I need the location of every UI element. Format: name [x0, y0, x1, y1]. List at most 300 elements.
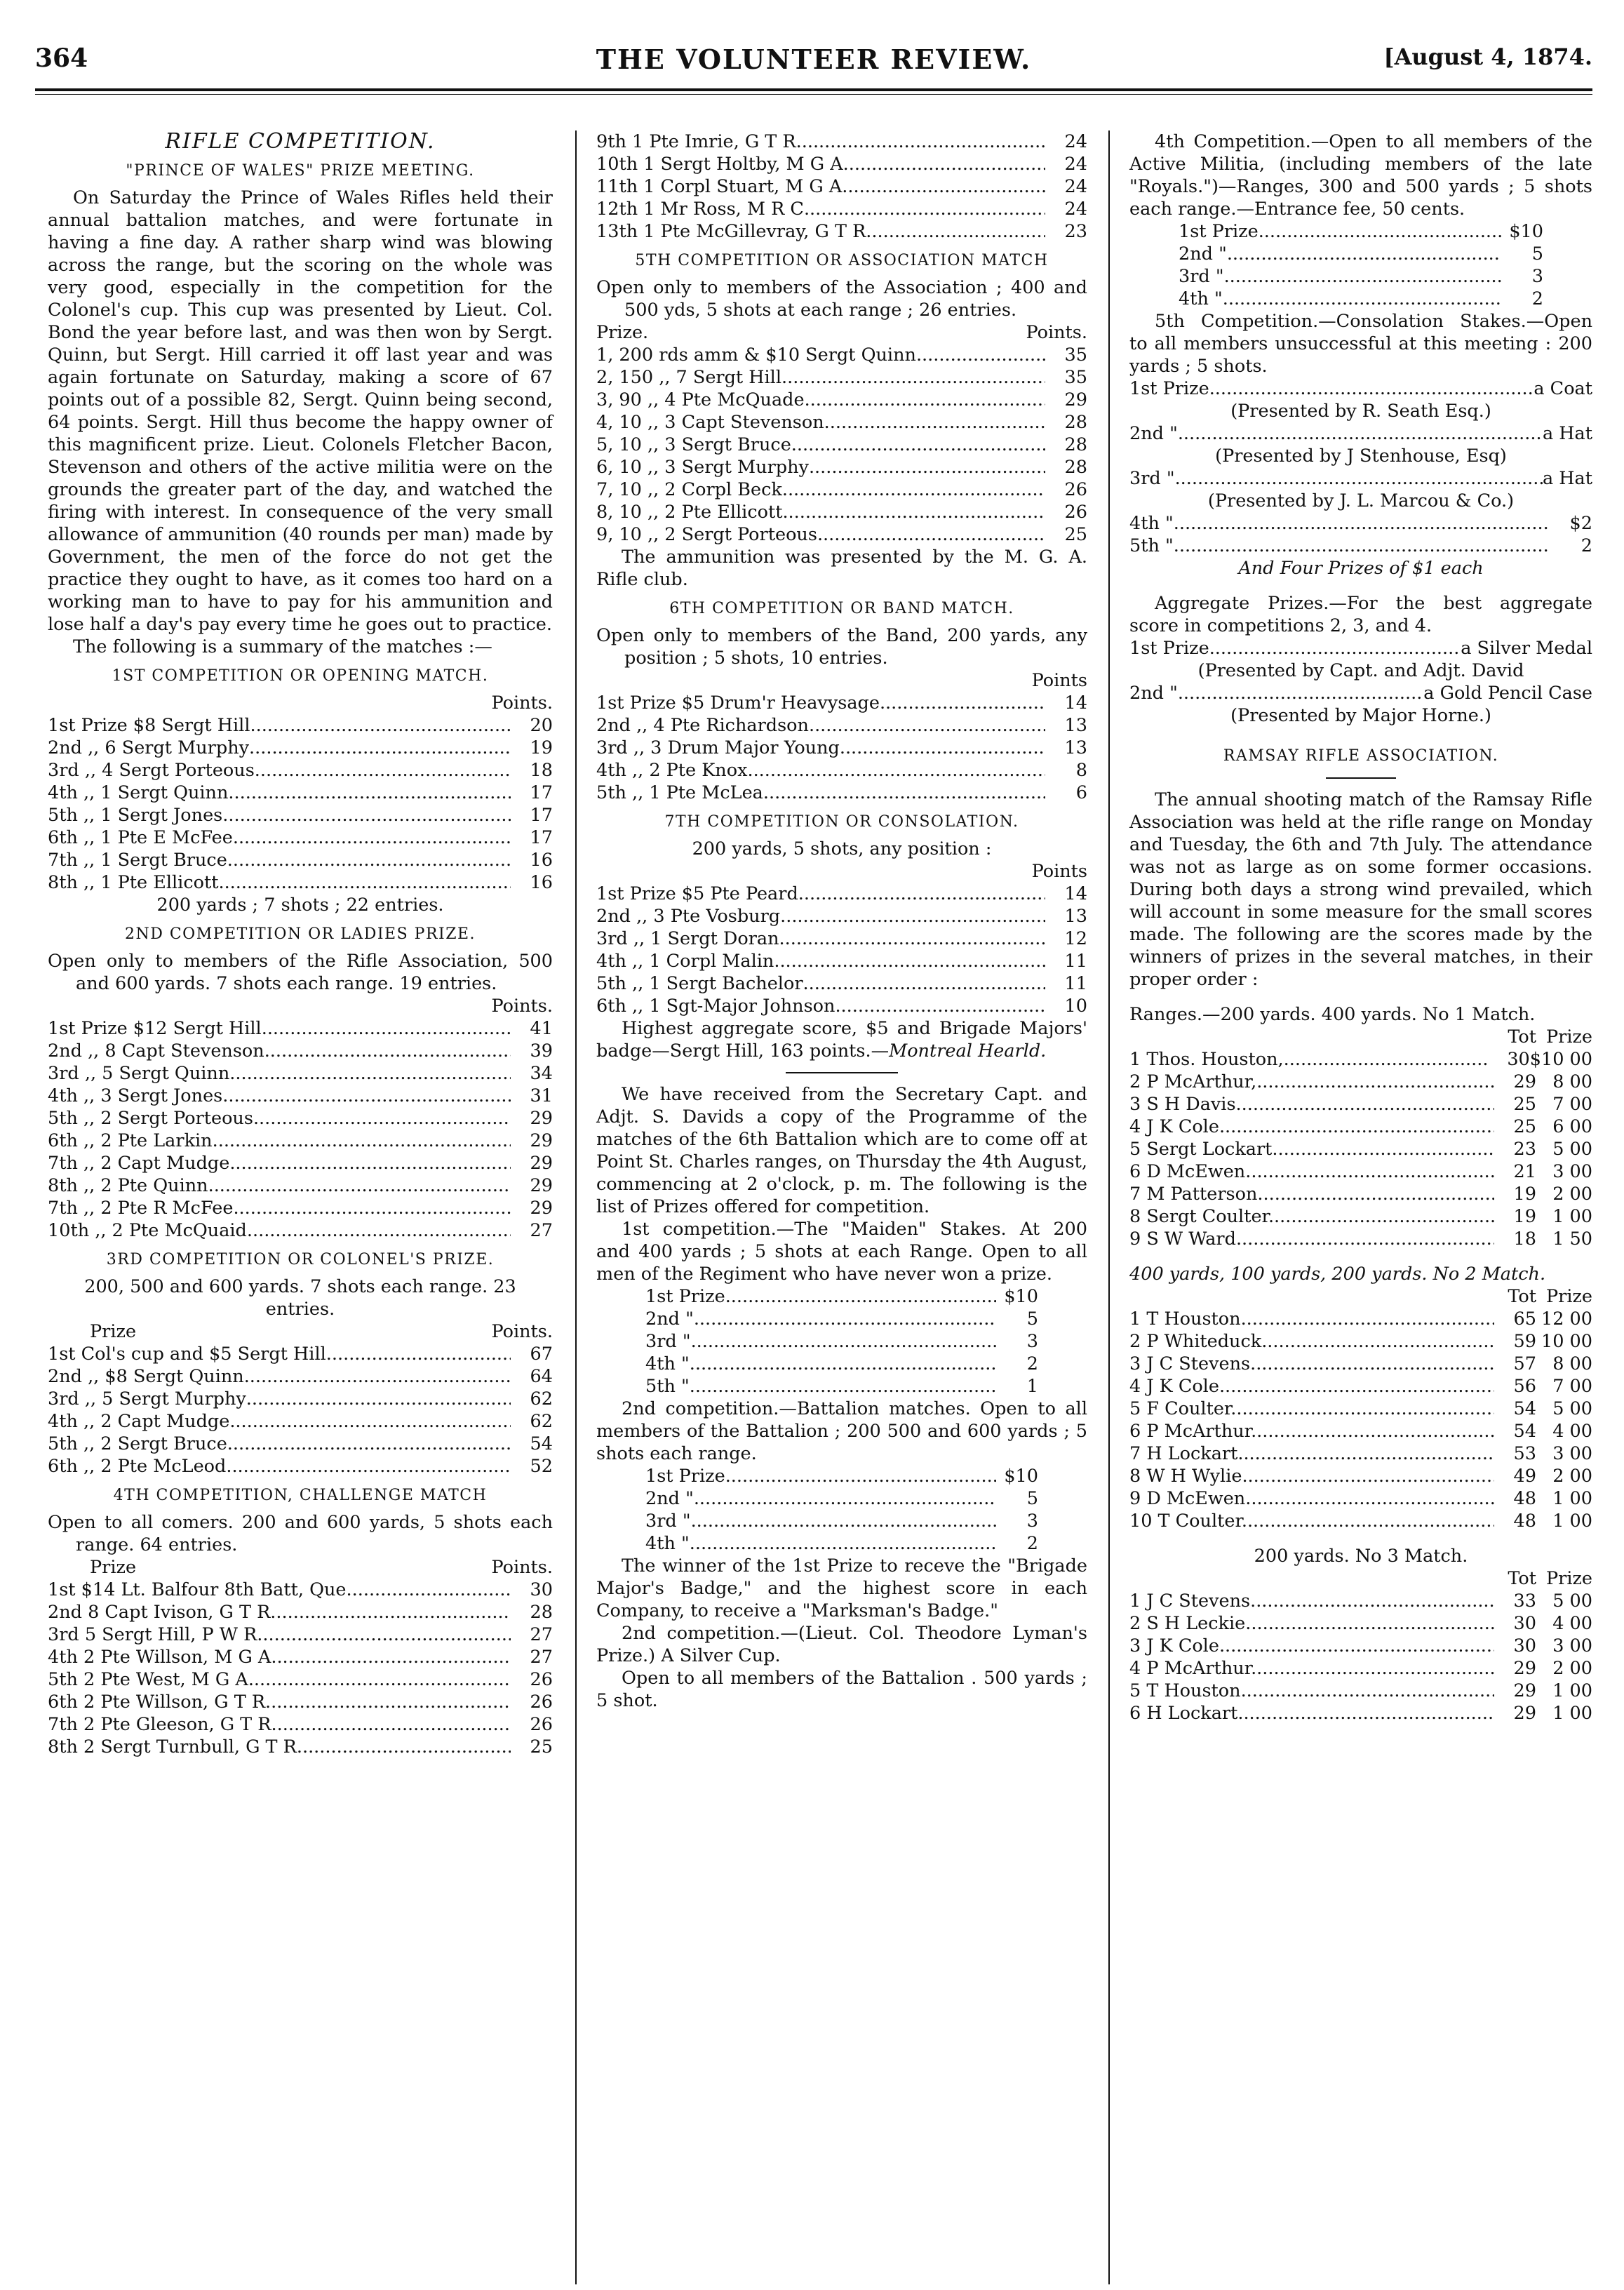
leader-dots [1174, 535, 1550, 557]
tot-label: Tot [1508, 1286, 1536, 1307]
competitor-name: 8 W H Wylie ..... [1129, 1465, 1494, 1487]
comp6-intro: Open only to members of the Band, 200 yards, any position ; 5 shots, 10 entries. [596, 625, 1087, 669]
leader-dots [262, 1017, 511, 1040]
competitor-name: 3 J K Cole ..... [1129, 1635, 1494, 1657]
leader-dots [866, 220, 1045, 243]
table-row [1179, 220, 1543, 243]
table-row [645, 1465, 1038, 1487]
row-label: 3rd ,, 5 Sergt Quinn [48, 1063, 230, 1084]
table-row [1179, 265, 1543, 288]
row-label: 6th ,, 2 Pte Larkin [48, 1130, 213, 1151]
row-value: 6 [1075, 782, 1087, 803]
table-row [596, 995, 1087, 1017]
row-value: 26 [530, 1669, 553, 1690]
leader-dots [250, 714, 511, 737]
row-value: 27 [530, 1624, 553, 1645]
leader-dots [781, 366, 1045, 389]
row-label: 1st Prize $8 Sergt Hill [48, 715, 250, 736]
table-row [645, 1510, 1038, 1532]
competitor-name: 1 J C Stevens ..... [1129, 1590, 1494, 1612]
ramsay-intro: The annual shooting match of the Ramsay Rifle Association was held at the rifle range on Monday and Tuesday, the 6th and 7th July. The attendance was not as large as on some former occasions. During both days a strong wind prevailed, which will account in some measure for the small scores made. The following are the scores made by the winners of prizes in the several matches, in their proper order : [1129, 789, 1592, 990]
row-label: 2nd ,, 6 Sergt Murphy [48, 737, 250, 758]
prize-money: $10 00 [1529, 1049, 1592, 1070]
row-value: 1 [1026, 1376, 1038, 1397]
row-value: $10 [1004, 1466, 1038, 1487]
table-row [596, 366, 1087, 389]
score-row [1129, 1116, 1592, 1138]
article-subtitle: "PRINCE OF WALES" PRIZE MEETING. [126, 162, 475, 180]
comp1-table [48, 714, 553, 894]
match2-scores [1129, 1308, 1592, 1532]
prize-money: 1 00 [1552, 1680, 1592, 1701]
row-label: 1st Prize $5 Drum'r Heavysage [596, 692, 880, 714]
score-row [1129, 1635, 1592, 1657]
prize-money: 1 00 [1552, 1511, 1592, 1532]
row-value: 24 [1064, 154, 1087, 175]
leader-dots [690, 1353, 996, 1375]
comp6-table [596, 692, 1087, 804]
score-row [1129, 1510, 1592, 1532]
row-label: 9th 1 Pte Imrie, G T R [596, 131, 796, 152]
presented-by-line: (Presented by J Stenhouse, Esq) [1215, 446, 1507, 467]
leader-dots [233, 826, 511, 849]
leader-dots [824, 411, 1045, 434]
table-row [596, 389, 1087, 411]
row-value: 31 [530, 1085, 553, 1106]
row-label: 2nd ,, 4 Pte Richardson [596, 715, 809, 736]
points-label: Points. [491, 692, 553, 714]
total-score: 30 [1513, 1635, 1536, 1656]
prize-label: Prize [1545, 1286, 1592, 1307]
leader-dots [264, 1040, 511, 1062]
prize-label: Prize [90, 1321, 137, 1342]
prize-money: 4 00 [1552, 1613, 1592, 1634]
issue-date: [August 4, 1874. [1383, 43, 1592, 70]
table-row [48, 1668, 553, 1691]
tot-label: Tot [1508, 1568, 1536, 1589]
row-label: 5th " [1129, 535, 1174, 556]
row-label: 2nd " [1129, 683, 1178, 704]
leader-dots [248, 1668, 511, 1691]
maiden-prizes [645, 1285, 1038, 1398]
row-label: 4th ,, 3 Sergt Jones [48, 1085, 223, 1106]
prize-money: 3 00 [1552, 1635, 1592, 1656]
comp3-header [48, 1320, 553, 1343]
row-value: $2 [1569, 513, 1592, 534]
row-value: 5 [1026, 1488, 1038, 1509]
row-value: 16 [530, 850, 553, 871]
row-label: 8, 10 ,, 2 Pte Ellicott [596, 502, 783, 523]
comp1-note: 200 yards ; 7 shots ; 22 entries. [156, 895, 444, 916]
competitor-name: 8 Sergt Coulter ..... [1129, 1205, 1494, 1228]
table-row [1129, 422, 1592, 445]
aggregate-prizes: Aggregate Prizes.—For the best aggregate score in competitions 2, 3, and 4. [1129, 593, 1592, 636]
row-label: 5th " [645, 1376, 690, 1397]
row-value: 26 [1064, 502, 1087, 523]
leader-dots [233, 1197, 511, 1219]
table-row [48, 1219, 553, 1242]
prize-money: 1 50 [1552, 1228, 1592, 1250]
header-rule-thin [35, 94, 1592, 95]
leader-dots [253, 1107, 511, 1130]
leader-dots [804, 198, 1045, 220]
leader-dots [1178, 682, 1423, 704]
score-row [1129, 1590, 1592, 1612]
row-value: 26 [1064, 479, 1087, 500]
match3-scores [1129, 1590, 1592, 1725]
row-label: 3rd ,, 3 Drum Major Young [596, 737, 840, 758]
row-label: 4th " [1179, 288, 1223, 309]
row-label: 4th ,, 2 Capt Mudge [48, 1411, 230, 1432]
table-row [1179, 288, 1543, 310]
leader-dots [270, 1601, 511, 1623]
score-row [1129, 1093, 1592, 1116]
row-value: 24 [1064, 176, 1087, 197]
leader-dots [227, 1433, 511, 1455]
row-label: 5th ,, 1 Pte McLea [596, 782, 763, 803]
leader-dots [690, 1532, 996, 1555]
prize-money: 1 00 [1552, 1488, 1592, 1509]
leader-dots [1259, 220, 1501, 243]
row-value: 5 [1531, 243, 1543, 265]
table-row [596, 220, 1087, 243]
row-label: 3rd " [645, 1511, 691, 1532]
leader-dots [255, 759, 511, 782]
table-row [48, 1388, 553, 1410]
row-value: 26 [530, 1692, 553, 1713]
row-label: 3rd ,, 1 Sergt Doran [596, 928, 779, 949]
row-value: a Coat [1534, 378, 1592, 399]
row-label: 1st $14 Lt. Balfour 8th Batt, Que [48, 1579, 347, 1600]
competitor-name: 6 P McArthur ..... [1129, 1420, 1494, 1442]
row-label: 1st Prize $12 Sergt Hill [48, 1018, 262, 1039]
row-label: 2nd ,, 8 Capt Stevenson [48, 1040, 264, 1062]
row-value: a Gold Pencil Case [1423, 683, 1592, 704]
row-value: 18 [530, 760, 553, 781]
row-value: 11 [1064, 951, 1087, 972]
score-header [1129, 1567, 1592, 1590]
row-value: 20 [530, 715, 553, 736]
leader-dots [763, 782, 1045, 804]
comp7-note [596, 1017, 1087, 1062]
competitor-name: 6 H Lockart ..... [1129, 1702, 1494, 1725]
competitor-name: 1 Thos. Houston, ..... [1129, 1048, 1488, 1071]
total-score: 30 [1507, 1049, 1530, 1070]
leader-dots [809, 714, 1045, 737]
comp5-title: 5TH COMPETITION OR ASSOCIATION MATCH [635, 252, 1049, 269]
leader-dots [809, 456, 1045, 478]
row-label: 9, 10 ,, 2 Sergt Porteous [596, 524, 817, 545]
row-label: 3rd " [1129, 468, 1175, 489]
table-row [645, 1532, 1038, 1555]
table-row [645, 1375, 1038, 1398]
tot-label: Tot [1508, 1026, 1536, 1047]
row-label: 6th 2 Pte Willson, G T R [48, 1692, 266, 1713]
column-rule [1108, 130, 1110, 2284]
leader-dots [796, 130, 1045, 153]
comp4-intro: Open to all comers. 200 and 600 yards, 5 shots each range. 64 entries. [48, 1512, 553, 1555]
table-row [48, 804, 553, 826]
table-row [48, 714, 553, 737]
consolation-prizes [1129, 377, 1592, 557]
row-label: 8th ,, 2 Pte Quinn [48, 1175, 208, 1196]
row-value: 2 [1026, 1533, 1038, 1554]
prize-money: 7 00 [1552, 1376, 1592, 1397]
row-label: 7th ,, 2 Capt Mudge [48, 1153, 230, 1174]
column-3 [1129, 130, 1592, 1725]
competitor-name: 2 P McArthur, ..... [1129, 1071, 1494, 1093]
row-value: 35 [1064, 344, 1087, 366]
match2-heading: 400 yards, 100 yards, 200 yards. No 2 Match. [1129, 1264, 1546, 1285]
table-row [48, 826, 553, 849]
row-label: 6th ,, 1 Pte E McFee [48, 827, 233, 848]
row-label: 3rd ,, 4 Sergt Porteous [48, 760, 255, 781]
table-row [645, 1308, 1038, 1330]
presented-by-line: (Presented by Capt. and Adjt. David [1197, 660, 1524, 681]
competitor-name: 4 J K Cole ..... [1129, 1375, 1494, 1398]
leader-dots [880, 692, 1045, 714]
row-label: 3rd " [645, 1331, 691, 1352]
score-row [1129, 1657, 1592, 1680]
row-label: 1st Col's cup and $5 Sergt Hill [48, 1344, 326, 1365]
leader-dots [244, 1365, 511, 1388]
row-value: 2 [1026, 1353, 1038, 1374]
table-row [48, 759, 553, 782]
row-value: 54 [530, 1433, 553, 1454]
row-value: 34 [530, 1063, 553, 1084]
comp7-title: 7TH COMPETITION OR CONSOLATION. [664, 813, 1019, 831]
comp4-header [48, 1556, 553, 1579]
row-value: 17 [530, 827, 553, 848]
row-label: 2nd " [645, 1488, 694, 1509]
row-label: 7th 2 Pte Gleeson, G T R [48, 1714, 271, 1735]
table-row [596, 950, 1087, 972]
row-value: 29 [530, 1198, 553, 1219]
leader-dots [1209, 377, 1534, 400]
leader-dots [843, 153, 1045, 175]
leader-dots [271, 1713, 511, 1736]
row-value: 10 [1064, 996, 1087, 1017]
competitor-name: 7 H Lockart ..... [1129, 1442, 1494, 1465]
row-label: 8th 2 Sergt Turnbull, G T R [48, 1736, 297, 1757]
leader-dots [1224, 265, 1501, 288]
table-row [48, 1062, 553, 1085]
table-row [48, 782, 553, 804]
prize-money: 8 00 [1552, 1353, 1592, 1374]
battalion-prizes [645, 1465, 1038, 1555]
leader-dots [774, 950, 1045, 972]
total-score: 29 [1513, 1680, 1536, 1701]
row-value: 29 [530, 1108, 553, 1129]
table-row [1129, 682, 1592, 704]
source-credit: Montreal Hearld. [889, 1040, 1047, 1062]
row-label: 2nd ,, $8 Sergt Quinn [48, 1366, 244, 1387]
leader-dots [791, 434, 1045, 456]
points-label: Points. [1026, 322, 1087, 343]
row-value: 25 [530, 1736, 553, 1757]
comp6-title: 6TH COMPETITION OR BAND MATCH. [669, 600, 1014, 617]
table-row [596, 905, 1087, 928]
row-value: 24 [1064, 199, 1087, 220]
prize-money: 1 00 [1552, 1703, 1592, 1724]
prize-money: 1 00 [1552, 1206, 1592, 1227]
leader-dots [249, 737, 511, 759]
score-header [1129, 1026, 1592, 1048]
row-label: 5th ,, 2 Sergt Porteous [48, 1108, 253, 1129]
leader-dots [218, 871, 511, 894]
row-label: 4th ,, 2 Pte Knox [596, 760, 748, 781]
leader-dots [222, 1085, 511, 1107]
leader-dots [229, 1062, 511, 1085]
leader-dots [1178, 422, 1543, 445]
leader-dots [805, 389, 1045, 411]
row-label: 2, 150 ,, 7 Sergt Hill [596, 367, 781, 388]
comp5-header [596, 321, 1087, 344]
competitor-name: 3 S H Davis ..... [1129, 1093, 1494, 1116]
row-value: 14 [1064, 692, 1087, 714]
competitor-name: 5 Sergt Lockart ..... [1129, 1138, 1494, 1160]
table-row [596, 344, 1087, 366]
prize-label: Prize [1545, 1026, 1592, 1047]
row-label: 4th " [645, 1533, 690, 1554]
row-label: 2nd " [1179, 243, 1227, 265]
competitor-name: 1 T Houston ..... [1129, 1308, 1494, 1330]
prize-money: 5 00 [1552, 1139, 1592, 1160]
section-divider [1326, 777, 1396, 779]
row-value: 3 [1026, 1331, 1038, 1352]
row-value: 28 [1064, 412, 1087, 433]
leader-dots [798, 883, 1045, 905]
row-value: 25 [1064, 524, 1087, 545]
score-row [1129, 1330, 1592, 1353]
row-value: 28 [530, 1602, 553, 1623]
table-row [596, 501, 1087, 523]
row-label: 5th ,, 1 Sergt Jones [48, 805, 223, 826]
match1-heading: Ranges.—200 yards. 400 yards. No 1 Match. [1129, 1004, 1536, 1025]
row-label: 5th 2 Pte West, M G A [48, 1669, 248, 1690]
leader-dots [779, 928, 1045, 950]
row-label: 12th 1 Mr Ross, M R C [596, 199, 804, 220]
leader-dots [694, 1487, 996, 1510]
row-value: 29 [530, 1130, 553, 1151]
leader-dots [222, 804, 511, 826]
comp4-table [48, 1579, 553, 1758]
leader-dots [1227, 243, 1501, 265]
table-row [48, 1433, 553, 1455]
row-label: 4th 2 Pte Willson, M G A [48, 1647, 271, 1668]
maiden-stakes: 1st competition.—The "Maiden" Stakes. At 200 and 400 yards ; 5 shots at each Range. Open to all men of the Regiment who have never won a prize. [596, 1219, 1087, 1285]
score-row [1129, 1228, 1592, 1250]
row-value: $10 [1004, 1286, 1038, 1307]
leader-dots [229, 1152, 511, 1174]
table-row [48, 1343, 553, 1365]
table-row [596, 434, 1087, 456]
row-label: 3, 90 ,, 4 Pte McQuade [596, 389, 805, 410]
total-score: 29 [1513, 1658, 1536, 1679]
table-row [48, 1691, 553, 1713]
row-value: 30 [530, 1579, 553, 1600]
prize-money: 10 00 [1541, 1331, 1592, 1352]
comp7-table [596, 883, 1087, 1017]
row-value: 3 [1531, 266, 1543, 287]
row-label: 11th 1 Corpl Stuart, M G A [596, 176, 843, 197]
score-row [1129, 1465, 1592, 1487]
leader-dots [782, 478, 1045, 501]
table-row [596, 456, 1087, 478]
row-label: 13th 1 Pte McGillevray, G T R [596, 221, 866, 242]
score-row [1129, 1308, 1592, 1330]
table-row [645, 1285, 1038, 1308]
column-2 [596, 130, 1087, 1712]
comp5-intro: Open only to members of the Association ; 400 and 500 yds, 5 shots at each range ; 26 entries. [596, 277, 1087, 321]
battalion-matches: 2nd competition.—Battalion matches. Open to all members of the Battalion ; 200 500 and 600 yards ; 5 shots each range. [596, 1398, 1087, 1464]
score-row [1129, 1160, 1592, 1183]
prize-money: 5 00 [1552, 1591, 1592, 1612]
prize-label: Prize. [596, 322, 649, 343]
competitor-name: 4 P McArthur ..... [1129, 1657, 1494, 1680]
row-label: 2nd ,, 3 Pte Vosburg [596, 906, 781, 927]
leader-dots [246, 1388, 511, 1410]
leader-dots [1175, 467, 1543, 490]
leader-dots [817, 523, 1045, 546]
row-label: 6th ,, 2 Pte McLeod [48, 1456, 227, 1477]
aggregate-prizes-list [1129, 637, 1592, 727]
row-value: 26 [530, 1714, 553, 1735]
points-label: Points. [491, 996, 553, 1017]
row-value: 13 [1064, 715, 1087, 736]
table-row [48, 1646, 553, 1668]
prize-money: 2 00 [1552, 1466, 1592, 1487]
competitor-name: 5 T Houston ..... [1129, 1680, 1494, 1702]
row-value: a Silver Medal [1461, 638, 1592, 659]
row-label: 6th ,, 1 Sgt-Major Johnson [596, 996, 836, 1017]
table-row [1129, 637, 1592, 659]
total-score: 56 [1513, 1376, 1536, 1397]
row-value: 8 [1075, 760, 1087, 781]
table-row [48, 1455, 553, 1478]
leader-dots [694, 1308, 996, 1330]
comp1-title: 1ST COMPETITION OR OPENING MATCH. [112, 667, 489, 685]
row-label: 5th ,, 2 Sergt Bruce [48, 1433, 227, 1454]
row-value: 28 [1064, 434, 1087, 455]
prize-money: 7 00 [1552, 1094, 1592, 1115]
points-label: Points. [491, 1557, 553, 1578]
row-label: 5, 10 ,, 3 Sergt Bruce [596, 434, 791, 455]
competitor-name: 3 J C Stevens ..... [1129, 1353, 1494, 1375]
leader-dots [326, 1343, 511, 1365]
table-row [596, 972, 1087, 995]
leader-dots [725, 1465, 996, 1487]
row-value: 27 [530, 1220, 553, 1241]
total-score: 57 [1513, 1353, 1536, 1374]
row-value: 64 [530, 1366, 553, 1387]
row-value: 39 [530, 1040, 553, 1062]
row-value: 2 [1581, 535, 1592, 556]
row-value: 13 [1064, 906, 1087, 927]
competitor-name: 5 F Coulter ..... [1129, 1398, 1494, 1420]
row-value: 62 [530, 1388, 553, 1410]
total-score: 30 [1513, 1613, 1536, 1634]
row-value: 29 [530, 1153, 553, 1174]
header-rule [35, 88, 1592, 91]
row-value: 24 [1064, 131, 1087, 152]
row-value: 2 [1531, 288, 1543, 309]
summary-line: The following is a summary of the matches :— [73, 636, 492, 657]
score-row [1129, 1612, 1592, 1635]
row-label: 1st Prize [1179, 221, 1259, 242]
silver-cup-terms: Open to all members of the Battalion . 500 yards ; 5 shot. [596, 1668, 1087, 1711]
silver-cup: 2nd competition.—(Lieut. Col. Theodore Lyman's Prize.) A Silver Cup. [596, 1623, 1087, 1666]
